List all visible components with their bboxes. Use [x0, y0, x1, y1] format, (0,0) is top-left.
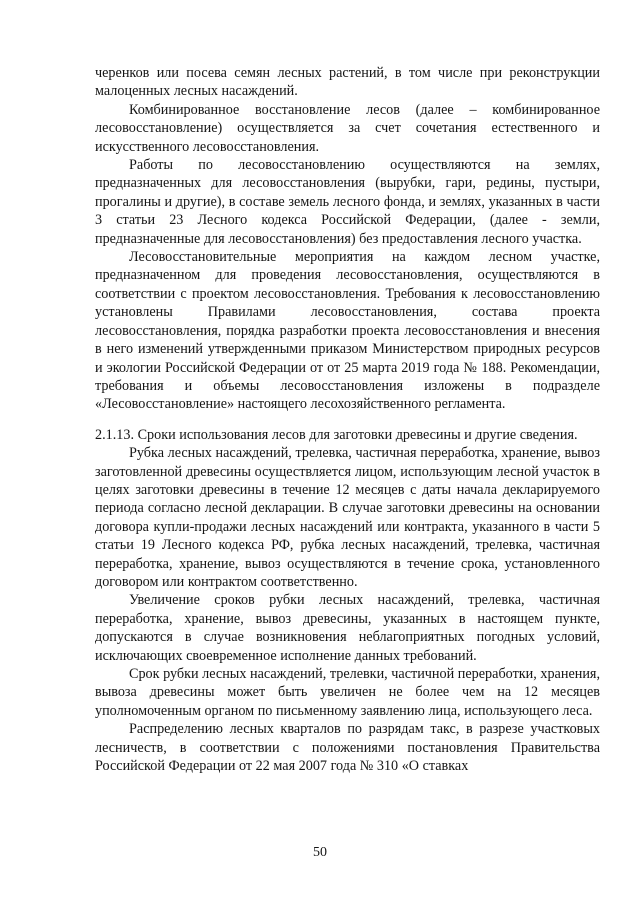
- paragraph-1: черенков или посева семян лесных растений, в том числе при реконструкции малоценных лесных насаждений.: [95, 65, 600, 100]
- paragraph-8: Распределению лесных кварталов по разрядам такс, в разрезе участковых лесничеств, в соответствии с положениями постановления Правительства Российской Федерации от 22 мая 2007 года № 310 «О ставках: [95, 721, 600, 775]
- page-number: 50: [313, 845, 327, 860]
- paragraph-5: Рубка лесных насаждений, трелевка, частичная переработка, хранение, вывоз заготовленной древесины осуществляется лицом, использующим лесной участок в целях заготовки древесины в течение 12 месяцев с даты начала декларируемого периода согласно лесной декларации. В случае заготовки древесины на основании договора купли-продажи лесных насаждений или контракта, указанного в части 5 статьи 19 Лесного кодекса РФ, рубка лесных насаждений, трелевка, частичная переработка, хранение, вывоз осуществляются в течение срока, установленного договором или контрактом соответственно.: [95, 445, 600, 590]
- paragraph-6: Увеличение сроков рубки лесных насаждений, трелевка, частичная переработка, хранение, вывоз древесины, указанных в настоящем пункте, допускаются в случае возникновения неблагоприятных погодных условий, исключающих своевременное исполнение данных требований.: [95, 592, 600, 664]
- document-body: [95, 64, 600, 775]
- section-heading: 2.1.13. Сроки использования лесов для заготовки древесины и другие сведения.: [95, 426, 578, 443]
- paragraph-2: Комбинированное восстановление лесов (далее – комбинированное лесовосстановление) осуществляется за счет сочетания естественного и искусственного лесовосстановления.: [95, 101, 600, 155]
- paragraph-4: Лесовосстановительные мероприятия на каждом лесном участке, предназначенном для проведения лесовосстановления, осуществляются в соответствии с проектом лесовосстановления. Требования к лесовосстановлению установлены Правилами лесовосстановления, состава проекта лесовосстановления, порядка разработки проекта лесовосстановления и внесения в него изменений утвержденными приказом Министерством природных ресурсов и экологии Российской Федерации от от 25 марта 2019 года № 188. Рекомендации, требования и объемы лесовосстановления изложены в подразделе «Лесовосстановление» настоящего лесохозяйственного регламента.: [95, 249, 600, 413]
- paragraph-3: Работы по лесовосстановлению осуществляются на землях, предназначенных для лесовосстановления (вырубки, гари, редины, пустыри, прогалины и другие), в составе земель лесного фонда, и землях, указанных в части 3 статьи 23 Лесного кодекса Российской Федерации, (далее - земли, предназначенные для лесовосстановления) без предоставления лесного участка.: [95, 157, 600, 247]
- paragraph-7: Срок рубки лесных насаждений, трелевки, частичной переработки, хранения, вывоза древесины может быть увеличен не более чем на 12 месяцев уполномоченным органом по письменному заявлению лица, использующего леса.: [95, 666, 600, 719]
